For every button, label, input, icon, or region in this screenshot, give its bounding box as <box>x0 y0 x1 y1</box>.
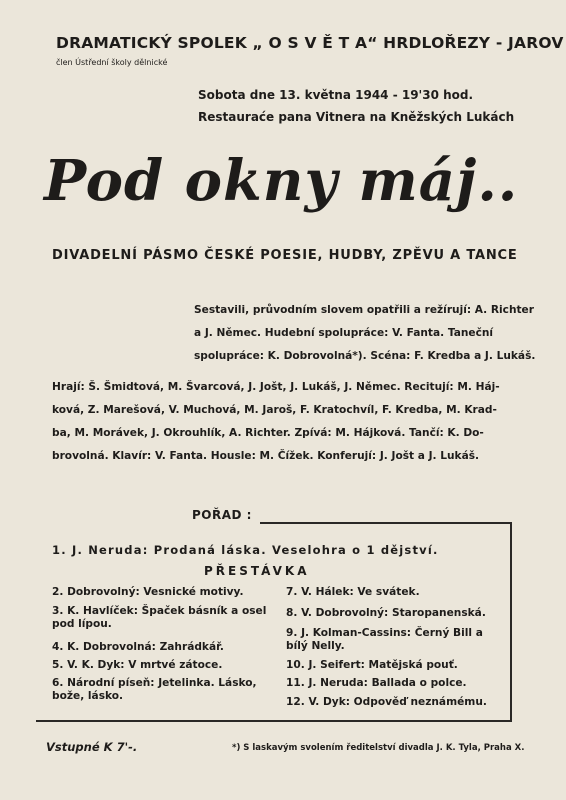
programme-item: 9. J. Kolman-Cassins: Černý Bill a bílý Nelly. <box>286 627 483 652</box>
cast-line: brovolná. Klavír: V. Fanta. Housle: M. Čížek. Konferují: J. Jošt a J. Lukáš. <box>52 450 480 462</box>
intermission-heading: PŘESTÁVKA <box>204 564 310 578</box>
programme-item: 3. K. Havlíček: Špaček básník a osel pod lípou. <box>52 605 267 630</box>
programme-frame-bottom <box>36 720 512 722</box>
programme-item: 6. Národní píseň: Jetelinka. Lásko, bože, lásko. <box>52 677 257 702</box>
programme-frame-right <box>510 522 512 722</box>
programme-item: 11. J. Neruda: Ballada o polce. <box>286 677 467 689</box>
programme-label: POŘAD : <box>192 508 252 522</box>
footnote: *) S laskavým svolením ředitelství divadla J. K. Tyla, Praha X. <box>232 743 525 753</box>
programme-item: 1. J. Neruda: Prodaná láska. Veselohra o 1 dějství. <box>52 543 439 557</box>
poster-subtitle: DIVADELNÍ PÁSMO ČESKÉ POESIE, HUDBY, ZPĚVU A TANCE <box>52 248 518 263</box>
programme-frame-top <box>260 522 512 524</box>
credits-line: Sestavili, průvodním slovem opatřili a režírují: A. Richter <box>194 304 534 316</box>
event-venue: Restauraće pana Vitnera na Kněžských Lukách <box>198 110 515 124</box>
cast-line: Hrají: Š. Šmidtová, M. Švarcová, J. Jošt, J. Lukáš, J. Němec. Recitují: M. Háj- <box>52 381 500 393</box>
programme-item: 2. Dobrovolný: Vesnické motivy. <box>52 586 244 598</box>
programme-item: 8. V. Dobrovolný: Staropanenská. <box>286 607 486 619</box>
poster-title: Pod okny máj.. <box>44 148 519 214</box>
programme-item: 10. J. Seifert: Matějská pouť. <box>286 659 458 671</box>
credits-paragraph <box>194 299 536 368</box>
programme-item: 4. K. Dobrovolná: Zahrádkář. <box>52 641 224 653</box>
programme-item: 7. V. Hálek: Ve svátek. <box>286 586 420 598</box>
organization-name: DRAMATICKÝ SPOLEK „ O S V Ě T A“ HRDLOŘEZY - JAROV <box>56 34 564 52</box>
credits-line: spolupráce: K. Dobrovolná*). Scéna: F. Kredba a J. Lukáš. <box>194 350 536 362</box>
cast-paragraph <box>52 376 520 468</box>
programme-item: 12. V. Dyk: Odpověď neznámému. <box>286 696 487 708</box>
admission-price: Vstupné K 7'-. <box>46 740 138 754</box>
cast-line: ba, M. Morávek, J. Okrouhlík, A. Richter. Zpívá: M. Hájková. Tančí: K. Do- <box>52 427 484 439</box>
programme-item: 5. V. K. Dyk: V mrtvé zátoce. <box>52 659 223 671</box>
credits-line: a J. Němec. Hudební spolupráce: V. Fanta. Taneční <box>194 327 494 339</box>
cast-line: ková, Z. Marešová, V. Muchová, M. Jaroš, F. Kratochvíl, F. Kredba, M. Krad- <box>52 404 497 416</box>
event-date: Sobota dne 13. května 1944 - 19'30 hod. <box>198 88 474 102</box>
organization-membership: člen Ústřední školy dělnické <box>56 58 168 67</box>
